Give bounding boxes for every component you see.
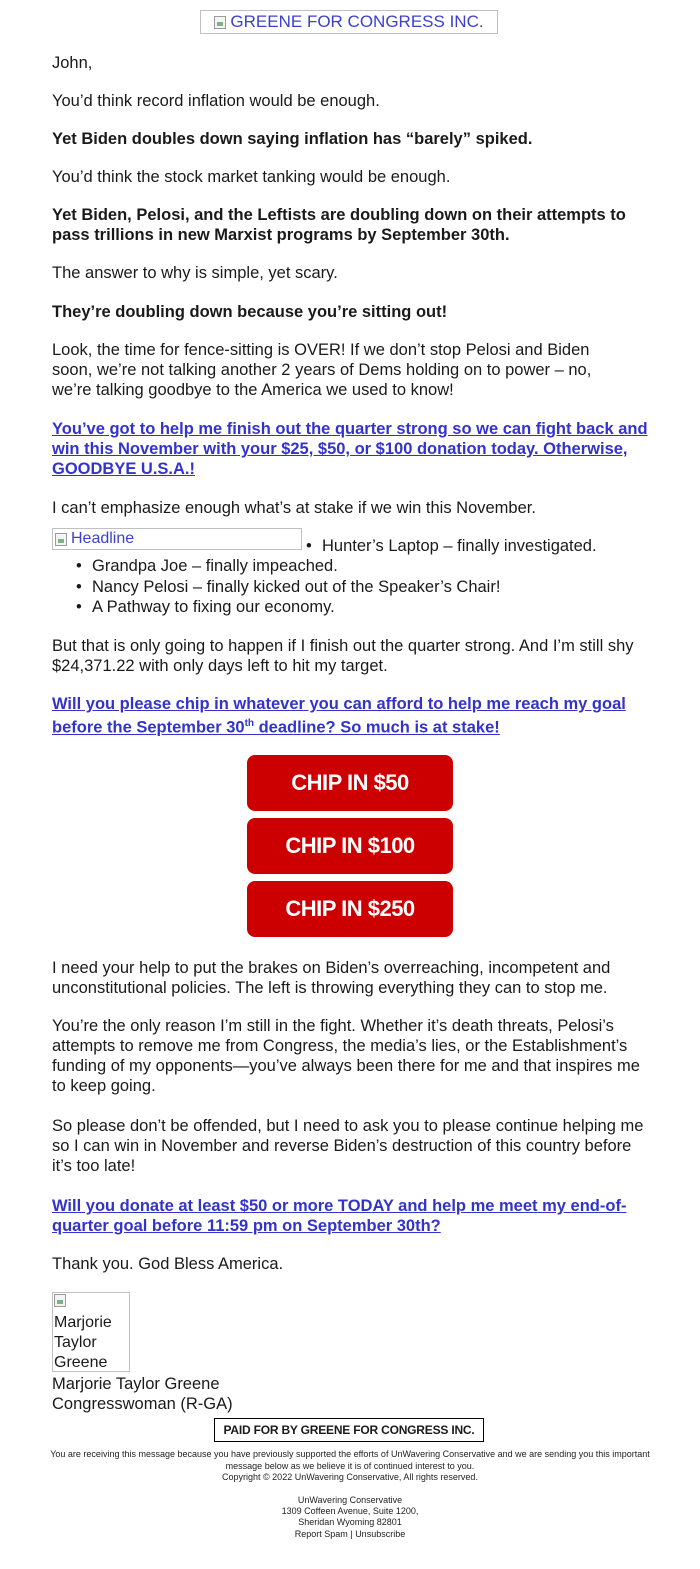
list-item: • Hunter’s Laptop – finally investigated. <box>322 536 597 556</box>
paragraph: You’d think the stock market tanking would be enough. <box>52 168 451 186</box>
footer-address-2: Sheridan Wyoming 82801 <box>298 1517 402 1527</box>
report-spam-link[interactable]: Report Spam <box>294 1529 348 1539</box>
link-superscript[interactable]: th <box>244 718 255 729</box>
list-item: • Grandpa Joe – finally impeached. <box>92 556 338 576</box>
broken-image-icon <box>54 1294 66 1307</box>
greeting: John, <box>52 54 93 72</box>
headline-alt-text: Headline <box>71 530 135 547</box>
broken-image-icon <box>214 16 226 29</box>
footer-org: UnWavering Conservative <box>297 1495 403 1505</box>
broken-image-icon <box>55 533 67 546</box>
footer-notice: You are receiving this message because you have previously supported the efforts of UnWavering Conservative and we are sending you this important message below as we believe it is of continued interest to you. <box>50 1449 650 1471</box>
closing: Thank you. God Bless America. <box>52 1255 284 1273</box>
signature-alt-text: Marjorie Taylor Greene <box>54 1314 112 1371</box>
list-item: • Nancy Pelosi – finally kicked out of the Speaker’s Chair! <box>92 577 500 597</box>
chip-in-50-button[interactable]: CHIP IN $50 <box>247 755 453 811</box>
donate-link-3[interactable]: Will you donate at least $50 or more TODAY and help me meet my end-of-quarter goal before 11:59 pm on September 30th? <box>52 1197 627 1235</box>
footer-separator: | <box>350 1529 353 1539</box>
footer-links <box>40 1529 660 1541</box>
signature-image <box>52 1292 130 1372</box>
paragraph: I need your help to put the brakes on Biden’s overreaching, incompetent and unconstitutional policies. The left is throwing everything they can to stop me. <box>52 959 611 997</box>
link-text[interactable]: deadline? So much is at stake! <box>254 718 500 737</box>
headline-image <box>52 528 302 550</box>
paragraph: You’d think record inflation would be enough. <box>52 92 380 110</box>
unsubscribe-link[interactable]: Unsubscribe <box>355 1529 406 1539</box>
paragraph-bold: Yet Biden doubles down saying inflation has “barely” spiked. <box>52 130 533 148</box>
signature-name: Marjorie Taylor Greene <box>52 1375 220 1393</box>
chip-in-100-button[interactable]: CHIP IN $100 <box>247 818 453 874</box>
logo-alt-text: GREENE FOR CONGRESS INC. <box>230 12 484 31</box>
paragraph: You’re the only reason I’m still in the fight. Whether it’s death threats, Pelosi’s attempts to remove me from Congress, the media’s lies, or the Establishment’s funding of my opponents—you’ve always been there for me and that inspires me to keep going. <box>52 1017 640 1095</box>
paragraph: But that is only going to happen if I finish out the quarter strong. And I’m still shy $24,371.22 with only days left to hit my target. <box>52 637 634 675</box>
paragraph: Look, the time for fence-sitting is OVER! If we don’t stop Pelosi and Biden soon, we’re not talking another 2 years of Dems holding on to power – no, we’re talking goodbye to the America we used to know! <box>52 341 592 399</box>
paragraph: I can’t emphasize enough what’s at stake if we win this November. <box>52 499 536 517</box>
signature-title: Congresswoman (R-GA) <box>52 1395 233 1413</box>
footer-copyright: Copyright © 2022 UnWavering Conservative, All rights reserved. <box>222 1472 478 1482</box>
donate-link-2[interactable] <box>52 694 642 738</box>
footer-address-1: 1309 Coffeen Avenue, Suite 1200, <box>281 1506 419 1516</box>
chip-in-250-button[interactable]: CHIP IN $250 <box>247 881 453 937</box>
paragraph: The answer to why is simple, yet scary. <box>52 264 338 282</box>
logo-image[interactable] <box>200 10 498 34</box>
paragraph: So please don’t be offended, but I need to ask you to please continue helping me so I can win in November and reverse Biden’s destruction of this country before it’s too late! <box>52 1117 644 1175</box>
paragraph-bold: Yet Biden, Pelosi, and the Leftists are doubling down on their attempts to pass trillions in new Marxist programs by September 30th. <box>52 206 626 244</box>
paragraph-bold: They’re doubling down because you’re sitting out! <box>52 303 448 321</box>
donate-link-1[interactable]: You’ve got to help me finish out the quarter strong so we can fight back and win this November with your $25, $50, or $100 donation today. Otherwise, GOODBYE U.S.A.! <box>52 420 648 478</box>
link-text[interactable]: Will you please chip in whatever you can afford to help me reach my goal before the September 30 <box>52 695 626 737</box>
paid-for-disclaimer: PAID FOR BY GREENE FOR CONGRESS INC. <box>214 1418 484 1442</box>
list-item: • A Pathway to fixing our economy. <box>92 597 335 617</box>
